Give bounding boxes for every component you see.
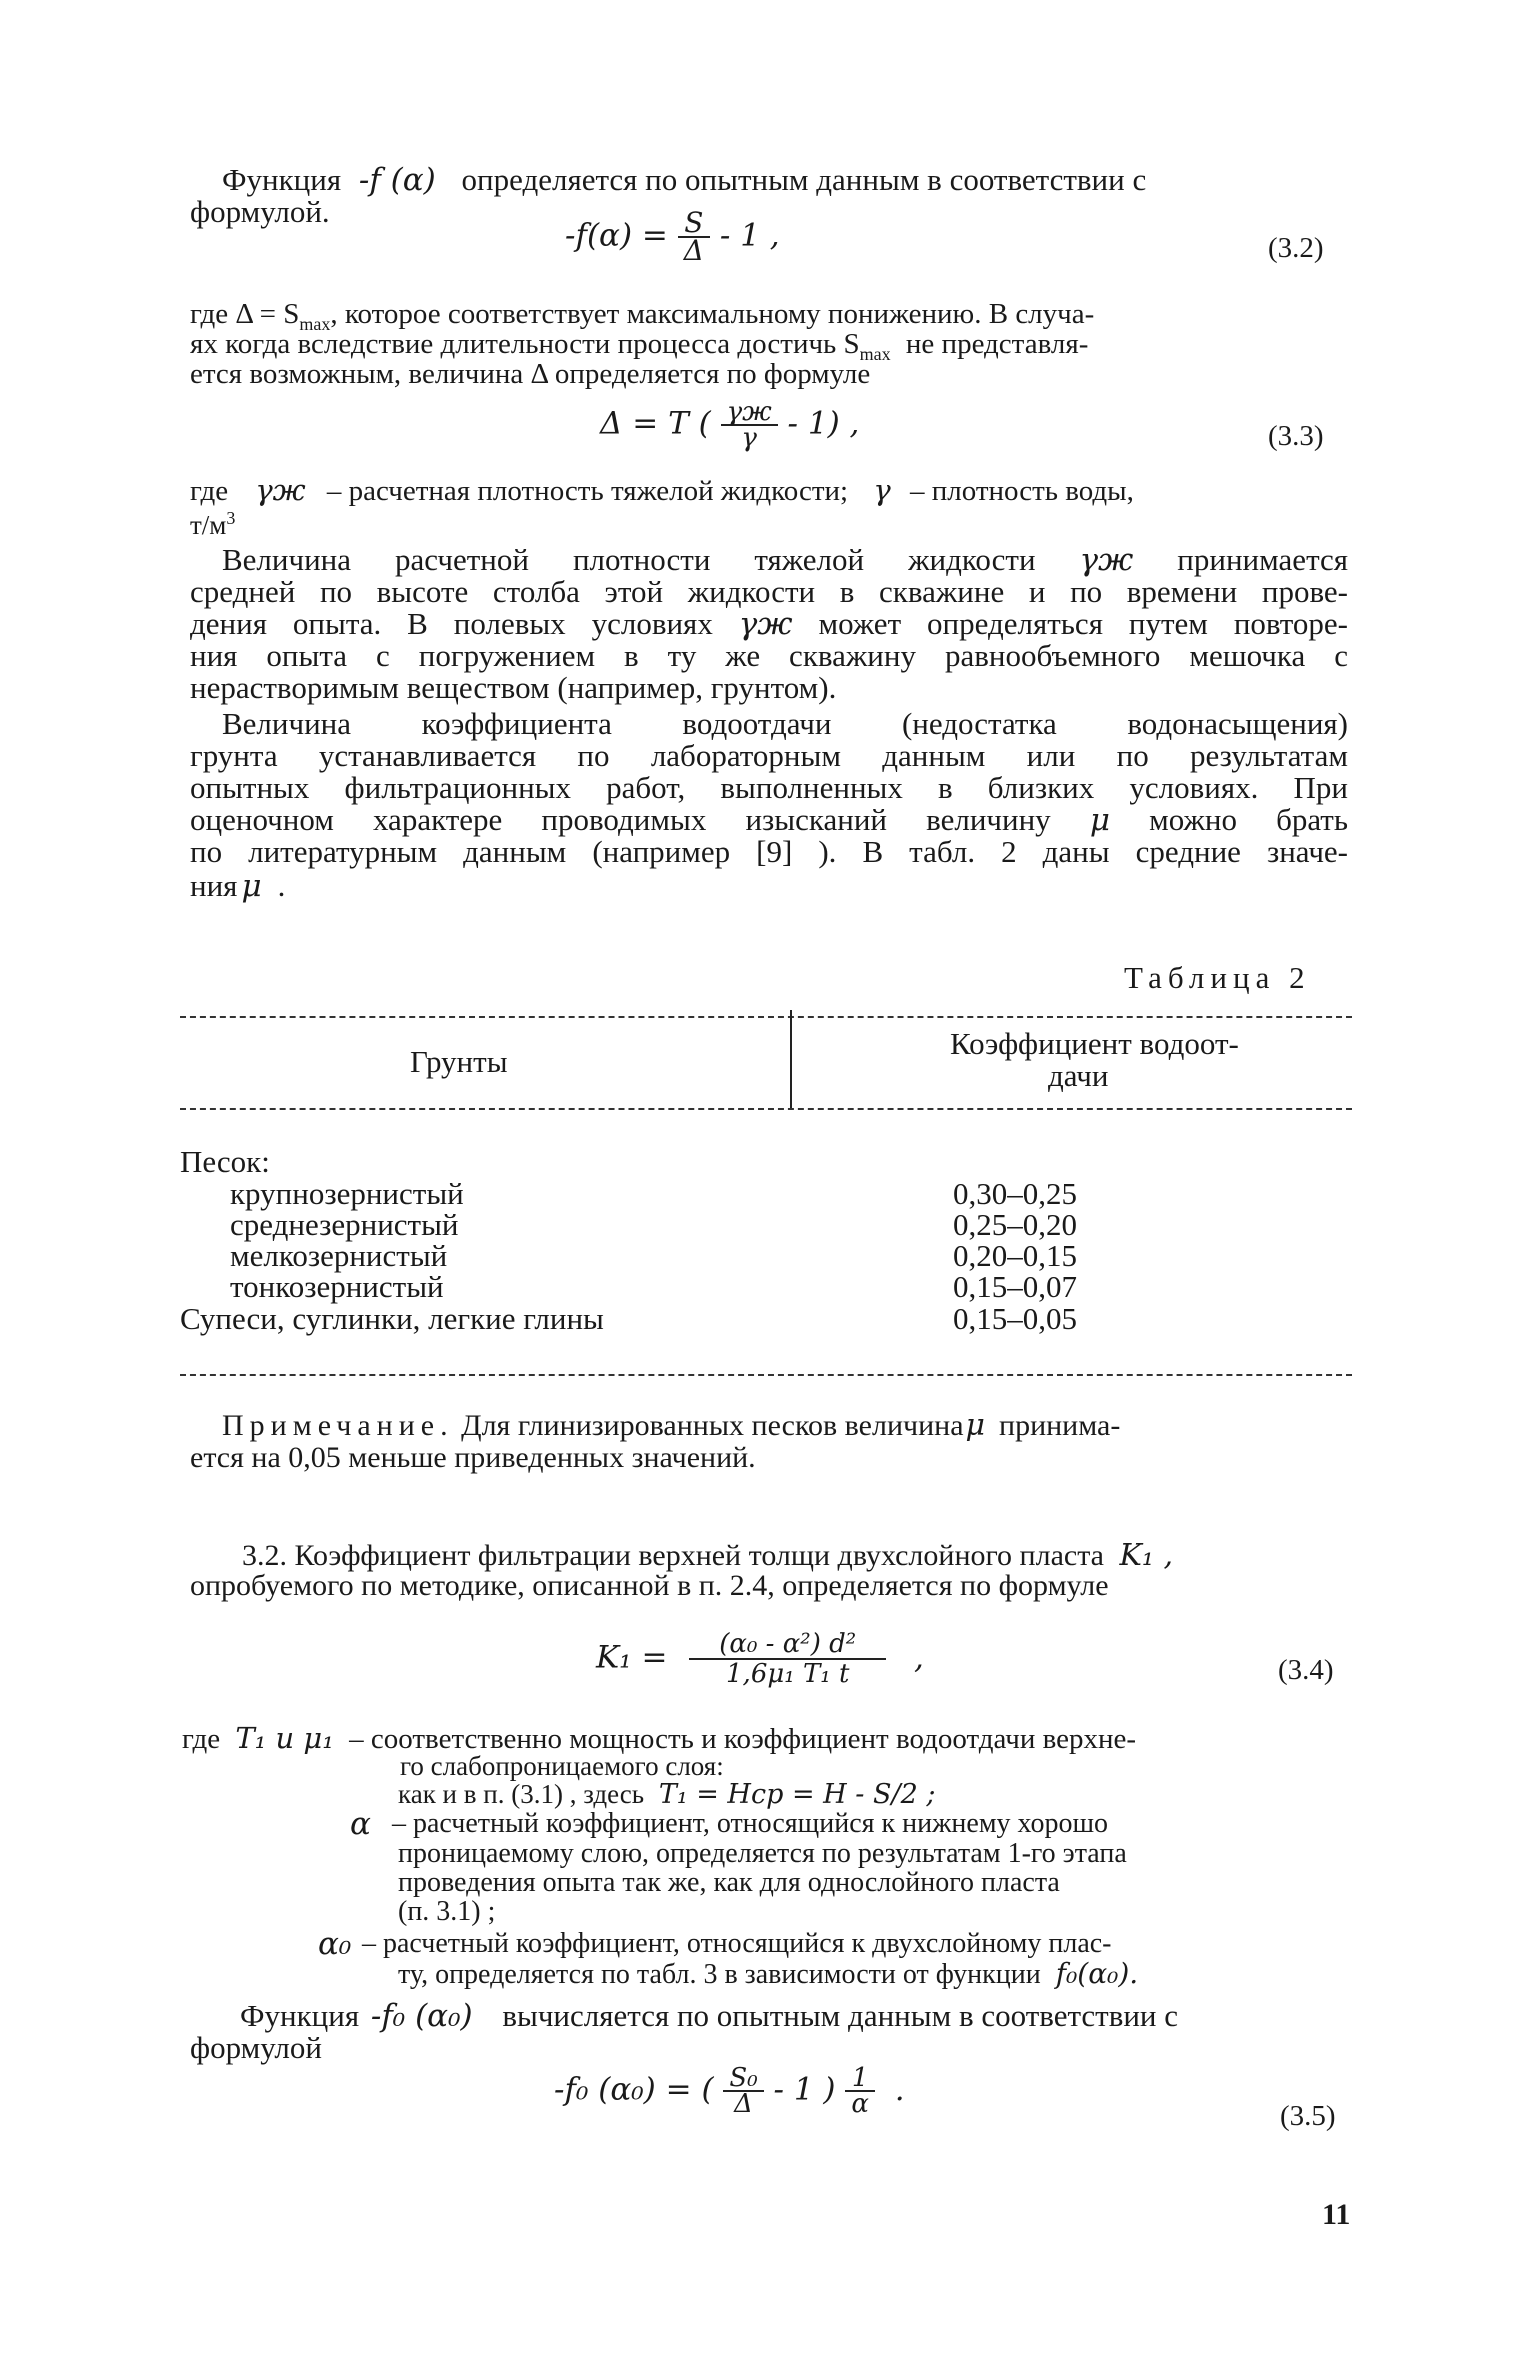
p5-line3: опытных фильтрационных работ, выполненных в близких условиях. При [190, 770, 1348, 805]
equation-number-3-3: (3.3) [1268, 420, 1324, 452]
def-t1-mu1-line1: где T₁ и μ₁ – соответственно мощность и коэффициент водоотдачи верхне- [182, 1721, 1137, 1755]
def-alpha-line1: – расчетный коэффициент, относящийся к нижнему хорошо [392, 1808, 1109, 1839]
table-row-value: 0,15–0,07 [953, 1269, 1077, 1304]
equation-3-5: -f₀ (α₀) = ( $\frac{\text{S₀}}{\Delta}$ - 1 ) $\frac{1}{\alpha}$ . [554, 2063, 905, 2119]
p4-line1: Величина расчетной плотности тяжелой жидкости γж принимается [222, 542, 1349, 578]
p5-line1: Величина коэффициента водоотдачи (недостатка водонасыщения) [222, 706, 1348, 741]
equation-3-2: -f(α) = $\frac{S}{\Delta}$ - 1 , [565, 206, 780, 267]
p4-line2: средней по высоте столба этой жидкости в скважине и по времени прове- [190, 574, 1348, 609]
section-3-2-line1: 3.2. Коэффициент фильтрации верхней толщи двухслойного пласта K₁ , [242, 1538, 1174, 1573]
section-3-2-line2: опробуемого по методике, описанной в п. 2.4, определяется по формуле [190, 1569, 1109, 1602]
equation-number-3-5: (3.5) [1280, 2100, 1336, 2132]
p3-line1: где γж – расчетная плотность тяжелой жидкости; γ – плотность воды, [190, 473, 1134, 507]
p3-line2: $т/м^3$ [190, 508, 236, 540]
table-header-coefficient-l2: дачи [1048, 1058, 1109, 1093]
table-row-value: 0,25–0,20 [953, 1207, 1077, 1242]
equation-3-3: Δ = T ( $\frac{\gamma ж}{\gamma}$ - 1) , [600, 397, 860, 453]
def-alpha0-symbol: α₀ [318, 1926, 352, 1962]
p4-line3: дения опыта. В полевых условиях γж может определяться путем повторе- [190, 606, 1349, 642]
def-alpha-symbol: α [350, 1806, 371, 1842]
p1-line1: Функция -f (α) определяется по опытным данным в соответствии с [222, 162, 1147, 198]
table-row-value: 0,20–0,15 [953, 1238, 1077, 1273]
p4-line4: ния опыта с погружением в ту же скважину равнообъемного мешочка с [190, 638, 1348, 673]
table-row-soil: Супеси, суглинки, легкие глины [180, 1301, 604, 1336]
p4-line5: нерастворимым веществом (например, грунтом). [190, 670, 837, 705]
equation-number-3-4: (3.4) [1278, 1654, 1334, 1686]
p6-line1: Функция -f₀ (α₀) вычисляется по опытным данным в соответствии с [240, 1998, 1179, 2034]
table-bottom-rule [180, 1374, 1352, 1376]
table-row-soil: крупнозернистый [230, 1176, 464, 1211]
note-line1: Примечание. Для глинизированных песков величинаμ принима- [222, 1408, 1121, 1443]
def-t1-mu1-line3: как и в п. (3.1) , здесь T₁ = Hср = H - S/2 ; [398, 1779, 936, 1810]
p6-line2: формулой [190, 2030, 322, 2065]
table-row-soil: мелкозернистый [230, 1238, 448, 1273]
def-alpha-line3: проведения опыта так же, как для однослойного пласта [398, 1867, 1060, 1898]
p2-line1: где $\Delta = S_{max}$, которое соответствует максимальному понижению. В случа- [190, 298, 1095, 334]
p2-line2: ях когда вследствие длительности процесса достичь $S_{max}$ не представля- [190, 328, 1089, 364]
table-row-value: 0,30–0,25 [953, 1176, 1077, 1211]
table-header-soils: Грунты [410, 1044, 508, 1079]
table-top-rule [180, 1016, 1352, 1018]
page-number: 11 [1322, 2198, 1351, 2231]
table-caption: Таблица 2 [1124, 960, 1311, 995]
note-label: Примечание. [222, 1409, 454, 1442]
equation-number-3-2: (3.2) [1268, 232, 1324, 264]
p2-line3: ется возможным, величина Δ определяется по формуле [190, 358, 871, 390]
table-header-coefficient-l1: Коэффициент водоот- [950, 1026, 1239, 1061]
equation-3-4: K₁ = $\frac{\text{(α₀ - α²) d²}}{\text{1,6μ₁ T₁ t}}$ , [596, 1629, 924, 1689]
def-alpha-line2: проницаемому слою, определяется по результатам 1-го этапа [398, 1838, 1127, 1869]
table-group-label: Песок: [180, 1144, 270, 1179]
table-header-rule [180, 1108, 1352, 1110]
note-line2: ется на 0,05 меньше приведенных значений. [190, 1441, 756, 1474]
p5-line4: оценочном характере проводимых изысканий величину μ можно брать [190, 802, 1348, 838]
p1-line2: формулой. [190, 194, 330, 229]
table-row-value: 0,15–0,05 [953, 1301, 1077, 1336]
table-row-soil: тонкозернистый [230, 1269, 444, 1304]
def-alpha0-line1: – расчетный коэффициент, относящийся к двухслойному плас- [362, 1928, 1112, 1959]
p5-line2: грунта устанавливается по лабораторным данным или по результатам [190, 738, 1348, 773]
table-column-divider [790, 1010, 792, 1110]
table-row-soil: среднезернистый [230, 1207, 459, 1242]
def-alpha0-line2: ту, определяется по табл. 3 в зависимости от функции f₀(α₀). [398, 1957, 1139, 1990]
p5-line6: ния μ . [190, 868, 286, 904]
p5-line5: по литературным данным (например [9] ). В табл. 2 даны средние значе- [190, 834, 1348, 869]
def-alpha-line4: (п. 3.1) ; [398, 1896, 496, 1927]
def-t1-mu1-line2: го слабопроницаемого слоя: [400, 1751, 724, 1781]
